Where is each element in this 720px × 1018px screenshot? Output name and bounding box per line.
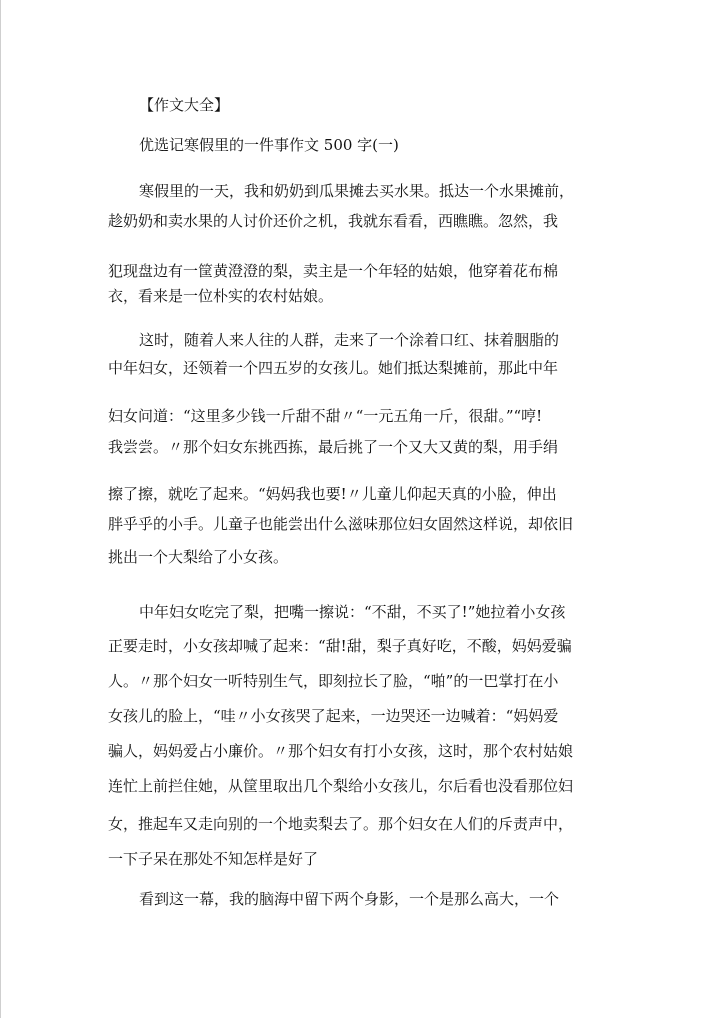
text-line: 衣，看来是一位朴实的农村姑娘。 xyxy=(108,287,334,305)
text-line: 这时，随着人来人往的人群，走来了一个涂着口红、抹着胭脂的 xyxy=(139,331,560,349)
text-line: 女，推起车又走向别的一个地卖梨去了。那个妇女在人们的斥责声中， xyxy=(108,815,574,833)
text-line: 看到这一幕，我的脑海中留下两个身影，一个是那么高大，一个 xyxy=(139,890,560,908)
text-line: 中年妇女，还领着一个四五岁的女孩儿。她们抵达梨摊前，那此中年 xyxy=(108,359,559,377)
text-line: 胖乎乎的小手。儿童子也能尝出什么滋味那位妇女固然这样说，却依旧 xyxy=(108,515,574,533)
text-line: 骗人，妈妈爱占小廉价。〃那个妇女有打小女孩，这时，那个农村姑娘 xyxy=(108,742,574,760)
text-line: 女孩儿的脸上，“哇〃小女孩哭了起来，一边哭还一边喊着：“妈妈爱 xyxy=(108,707,559,725)
text-line: 中年妇女吃完了梨，把嘴一擦说：“不甜，不买了!”她拉着小女孩 xyxy=(139,603,566,621)
text-line: 寒假里的一天，我和奶奶到瓜果摊去买水果。抵达一个水果摊前， xyxy=(139,182,575,200)
text-line: 趁奶奶和卖水果的人讨价还价之机，我就东看看，西瞧瞧。忽然，我 xyxy=(108,212,559,230)
text-line: 擦了擦，就吃了起来。“妈妈我也要!〃儿童儿仰起天真的小脸，伸出 xyxy=(108,485,557,503)
text-line: 一下子呆在那处不知怎样是好了 xyxy=(108,850,319,868)
text-line: 正要走时，小女孩却喊了起来：“甜!甜，梨子真好吃，不酸，妈妈爱骗 xyxy=(108,637,572,655)
text-line: 挑出一个大梨给了小女孩。 xyxy=(108,548,289,566)
text-line: 妇女问道：“这里多少钱一斤甜不甜〃“一元五角一斤，很甜。”“哼! xyxy=(108,407,543,425)
text-line: 人。〃那个妇女一听特别生气，即刻拉长了脸，“啪”的一巴掌打在小 xyxy=(108,672,559,690)
document-heading: 【作文大全】 xyxy=(139,96,230,114)
text-line: 犯现盘边有一筐黄澄澄的梨，卖主是一个年轻的姑娘，他穿着花布棉 xyxy=(108,262,559,280)
text-line: 我尝尝。〃那个妇女东挑西拣，最后挑了一个又大又黄的梨，用手绢 xyxy=(108,438,559,456)
text-line: 连忙上前拦住她，从筐里取出几个梨给小女孩儿，尔后看也没看那位妇 xyxy=(108,777,574,795)
document-subtitle: 优选记寒假里的一件事作文 500 字(一) xyxy=(139,136,399,154)
